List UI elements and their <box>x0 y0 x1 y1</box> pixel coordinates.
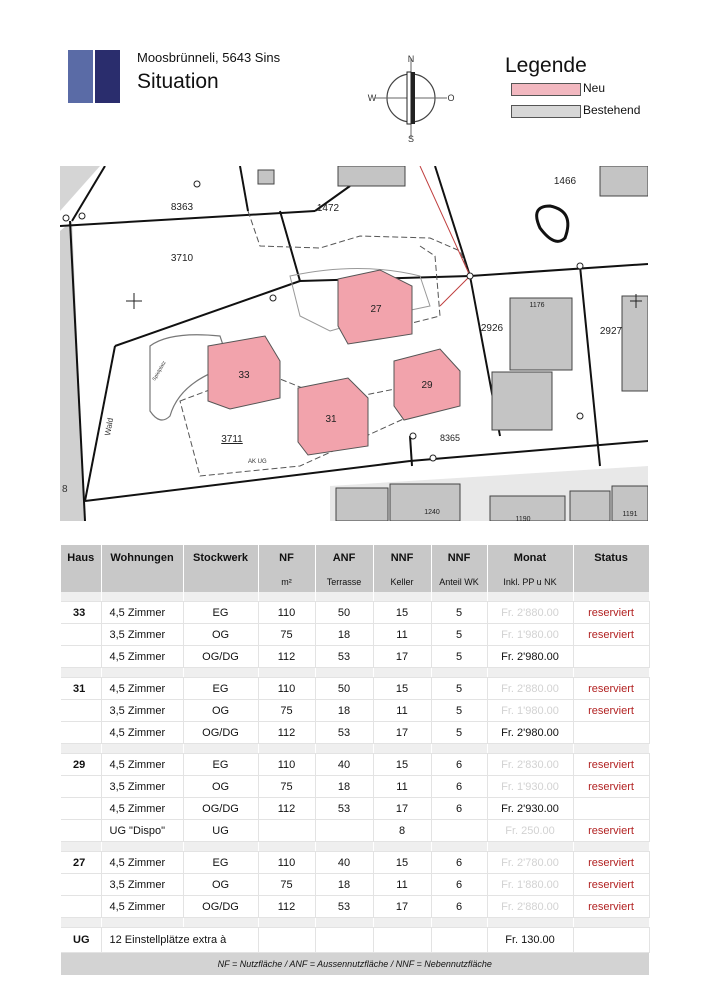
cell-empty <box>258 928 315 953</box>
col-header: Status <box>573 545 649 571</box>
cell-status <box>573 798 649 820</box>
spacer-cell <box>431 592 487 602</box>
col-header: Wohnungen <box>101 545 183 571</box>
cell-stockwerk: EG <box>183 852 258 874</box>
cell-nnf-wk: 5 <box>431 624 487 646</box>
spacer-cell <box>573 592 649 602</box>
legend-title: Legende <box>505 54 587 77</box>
spacer-cell <box>315 592 373 602</box>
table-subheader-row <box>61 571 649 592</box>
cell-monat: Fr. 2'880.00 <box>487 602 573 624</box>
cell-anf: 18 <box>315 624 373 646</box>
table-row <box>61 896 649 918</box>
building-label-1191: 1191 <box>622 511 638 518</box>
spacer-cell <box>183 842 258 852</box>
col-subheader <box>573 571 649 592</box>
col-subheader: m² <box>258 571 315 592</box>
spacer-cell <box>258 842 315 852</box>
cell-status: reserviert <box>573 602 649 624</box>
spacer-cell <box>61 668 101 678</box>
parcel-8363: 8363 <box>170 202 194 213</box>
spacer-cell <box>101 842 183 852</box>
cell-haus <box>61 874 101 896</box>
spacer-cell <box>183 918 258 928</box>
cell-monat: Fr. 1'930.00 <box>487 776 573 798</box>
table-footer-row <box>61 953 649 976</box>
spacer-row <box>61 842 649 852</box>
cell-haus: 27 <box>61 852 101 874</box>
col-subheader: Anteil WK <box>431 571 487 592</box>
spacer-cell <box>61 842 101 852</box>
label-akug: AK UG <box>248 459 267 465</box>
spacer-cell <box>373 918 431 928</box>
spacer-cell <box>573 918 649 928</box>
cell-nf: 110 <box>258 754 315 776</box>
cell-nf: 112 <box>258 646 315 668</box>
spacer-cell <box>573 668 649 678</box>
cell-wohnungen: 3,5 Zimmer <box>101 700 183 722</box>
parcel-2926: 2926 <box>480 323 504 334</box>
cell-nnf-wk: 5 <box>431 602 487 624</box>
col-header: NNF <box>373 545 431 571</box>
table-row <box>61 852 649 874</box>
cell-status: reserviert <box>573 754 649 776</box>
col-subheader: Keller <box>373 571 431 592</box>
spacer-row <box>61 744 649 754</box>
col-subheader: Inkl. PP u NK <box>487 571 573 592</box>
address-text: Moosbrünneli, 5643 Sins <box>137 50 281 65</box>
col-header: NF <box>258 545 315 571</box>
building-label-1240: 1240 <box>424 509 440 516</box>
cell-haus <box>61 646 101 668</box>
spacer-cell <box>487 918 573 928</box>
cell-anf: 53 <box>315 896 373 918</box>
cell-nnf-keller: 15 <box>373 678 431 700</box>
cell-wohnungen: 3,5 Zimmer <box>101 874 183 896</box>
legend-swatch-neu <box>511 83 581 96</box>
parcel-1466: 1466 <box>553 176 577 187</box>
spacer-cell <box>183 668 258 678</box>
cell-monat: Fr. 2'980.00 <box>487 722 573 744</box>
cell-haus <box>61 820 101 842</box>
cell-nnf-keller: 11 <box>373 874 431 896</box>
cell-haus <box>61 722 101 744</box>
house-label-27: 27 <box>370 304 382 315</box>
logo-block-light <box>68 50 93 103</box>
cell-nf: 75 <box>258 776 315 798</box>
cell-nf: 112 <box>258 722 315 744</box>
spacer-cell <box>258 592 315 602</box>
spacer-cell <box>258 744 315 754</box>
spacer-cell <box>315 918 373 928</box>
house-label-33: 33 <box>238 370 250 381</box>
building-label-1176: 1176 <box>529 302 545 309</box>
table-row <box>61 678 649 700</box>
parcel-3710: 3710 <box>170 253 194 264</box>
legend-swatch-bestehend <box>511 105 581 118</box>
cell-wohnungen: 4,5 Zimmer <box>101 798 183 820</box>
cell-wohnungen: 4,5 Zimmer <box>101 678 183 700</box>
compass-icon <box>365 52 457 144</box>
spacer-cell <box>61 918 101 928</box>
cell-anf: 50 <box>315 602 373 624</box>
cell-stockwerk: EG <box>183 754 258 776</box>
table-row <box>61 700 649 722</box>
cell-haus <box>61 776 101 798</box>
cell-monat: Fr. 2'880.00 <box>487 896 573 918</box>
spacer-cell <box>373 842 431 852</box>
spacer-cell <box>487 744 573 754</box>
spacer-row <box>61 668 649 678</box>
col-header: Stockwerk <box>183 545 258 571</box>
cell-nnf-keller: 15 <box>373 754 431 776</box>
table-row <box>61 798 649 820</box>
cell-nnf-wk: 6 <box>431 852 487 874</box>
cell-monat: Fr. 130.00 <box>487 928 573 953</box>
cell-nnf-wk: 6 <box>431 776 487 798</box>
page-title: Situation <box>137 70 219 93</box>
cell-empty <box>315 928 373 953</box>
cell-haus <box>61 896 101 918</box>
cell-haus: 31 <box>61 678 101 700</box>
cell-anf: 50 <box>315 678 373 700</box>
cell-nf: 110 <box>258 678 315 700</box>
cell-monat: Fr. 2'880.00 <box>487 678 573 700</box>
table-row <box>61 820 649 842</box>
cell-status: reserviert <box>573 700 649 722</box>
cell-wohnungen: 4,5 Zimmer <box>101 722 183 744</box>
cell-wohnungen: 3,5 Zimmer <box>101 624 183 646</box>
cell-monat: Fr. 2'780.00 <box>487 852 573 874</box>
col-header: ANF <box>315 545 373 571</box>
cell-wohnungen: 4,5 Zimmer <box>101 646 183 668</box>
spacer-cell <box>431 668 487 678</box>
cell-nf: 110 <box>258 852 315 874</box>
cell-stockwerk: OG/DG <box>183 798 258 820</box>
compass-n: N <box>407 54 415 64</box>
cell-monat: Fr. 1'880.00 <box>487 874 573 896</box>
cell-status <box>573 646 649 668</box>
spacer-cell <box>315 744 373 754</box>
spacer-cell <box>431 744 487 754</box>
table-header-row <box>61 545 649 571</box>
spacer-cell <box>431 918 487 928</box>
cell-nf: 75 <box>258 874 315 896</box>
spacer-cell <box>61 592 101 602</box>
table-row <box>61 722 649 744</box>
table-row <box>61 874 649 896</box>
cell-status: reserviert <box>573 624 649 646</box>
cell-monat: Fr. 250.00 <box>487 820 573 842</box>
parcel-1472: 1472 <box>316 203 340 214</box>
spacer-cell <box>101 744 183 754</box>
spacer-cell <box>315 668 373 678</box>
footer-note: NF = Nutzfläche / ANF = Aussennutzfläche / NNF = Nebennutzfläche <box>61 953 649 976</box>
cell-status <box>573 722 649 744</box>
cell-nf <box>258 820 315 842</box>
col-header: Monat <box>487 545 573 571</box>
spacer-cell <box>487 842 573 852</box>
cell-stockwerk: OG <box>183 624 258 646</box>
cell-nnf-wk: 5 <box>431 646 487 668</box>
cell-status: reserviert <box>573 776 649 798</box>
spacer-cell <box>573 744 649 754</box>
col-subheader <box>101 571 183 592</box>
cell-wohnungen: 3,5 Zimmer <box>101 776 183 798</box>
cell-nnf-keller: 11 <box>373 700 431 722</box>
cell-nnf-keller: 17 <box>373 646 431 668</box>
cell-monat: Fr. 2'930.00 <box>487 798 573 820</box>
cell-status: reserviert <box>573 820 649 842</box>
cell-nnf-keller: 11 <box>373 624 431 646</box>
legend-label-neu: Neu <box>583 81 606 95</box>
cell-status: reserviert <box>573 852 649 874</box>
cell-anf: 53 <box>315 646 373 668</box>
cell-anf: 40 <box>315 852 373 874</box>
legend-label-bestehend: Bestehend <box>583 103 641 117</box>
cell-anf: 53 <box>315 722 373 744</box>
table-row <box>61 624 649 646</box>
table-row <box>61 754 649 776</box>
logo-block-dark <box>95 50 120 103</box>
spacer-cell <box>487 668 573 678</box>
cell-nnf-keller: 8 <box>373 820 431 842</box>
cell-nf: 112 <box>258 798 315 820</box>
cell-nf: 75 <box>258 700 315 722</box>
spacer-cell <box>373 592 431 602</box>
parcel-2927: 2927 <box>599 326 623 337</box>
cell-wohnungen: 4,5 Zimmer <box>101 896 183 918</box>
col-header: Haus <box>61 545 101 571</box>
spacer-cell <box>101 592 183 602</box>
house-label-29: 29 <box>421 380 433 391</box>
cell-nf: 110 <box>258 602 315 624</box>
cell-anf: 18 <box>315 776 373 798</box>
spacer-cell <box>373 668 431 678</box>
col-header: NNF <box>431 545 487 571</box>
building-label-1190: 1190 <box>515 516 531 521</box>
cell-wohnungen: 4,5 Zimmer <box>101 602 183 624</box>
cell-haus: 33 <box>61 602 101 624</box>
cell-status: reserviert <box>573 896 649 918</box>
cell-nnf-keller: 15 <box>373 852 431 874</box>
cell-haus <box>61 798 101 820</box>
spacer-row <box>61 918 649 928</box>
cell-stockwerk: OG <box>183 874 258 896</box>
road-topleft <box>60 166 100 211</box>
compass-w: W <box>367 93 377 103</box>
cell-anf: 18 <box>315 700 373 722</box>
cell-wohnungen: 4,5 Zimmer <box>101 754 183 776</box>
cell-nnf-keller: 17 <box>373 722 431 744</box>
cell-status <box>573 928 649 953</box>
site-plan-map <box>60 166 648 521</box>
parcel-8365: 8365 <box>439 433 461 443</box>
cell-wohnungen: 4,5 Zimmer <box>101 852 183 874</box>
table-row <box>61 602 649 624</box>
cell-empty <box>431 928 487 953</box>
table-row <box>61 646 649 668</box>
cell-monat: Fr. 2'830.00 <box>487 754 573 776</box>
cell-nnf-wk: 5 <box>431 722 487 744</box>
cell-stockwerk: EG <box>183 602 258 624</box>
spacer-row <box>61 592 649 602</box>
cell-nnf-wk: 6 <box>431 798 487 820</box>
house-label-31: 31 <box>325 414 337 425</box>
cell-haus <box>61 700 101 722</box>
spacer-cell <box>101 668 183 678</box>
cell-monat: Fr. 1'980.00 <box>487 624 573 646</box>
cell-nnf-wk: 6 <box>431 754 487 776</box>
cell-nnf-wk: 6 <box>431 896 487 918</box>
cell-wohnungen: UG "Dispo" <box>101 820 183 842</box>
compass-s: S <box>407 134 415 144</box>
cell-stockwerk: OG <box>183 700 258 722</box>
cell-nnf-wk: 5 <box>431 678 487 700</box>
cell-nf: 75 <box>258 624 315 646</box>
cell-ug-text: 12 Einstellplätze extra à <box>101 928 258 953</box>
cell-stockwerk: OG/DG <box>183 646 258 668</box>
cell-haus <box>61 624 101 646</box>
cell-anf: 53 <box>315 798 373 820</box>
cell-stockwerk: OG <box>183 776 258 798</box>
cell-monat: Fr. 2'980.00 <box>487 646 573 668</box>
spacer-cell <box>487 592 573 602</box>
cell-nnf-wk <box>431 820 487 842</box>
col-subheader: Terrasse <box>315 571 373 592</box>
cell-haus: UG <box>61 928 101 953</box>
cell-nnf-keller: 15 <box>373 602 431 624</box>
spacer-cell <box>183 592 258 602</box>
label-wald: Wald <box>103 417 116 437</box>
compass-o: O <box>447 93 455 103</box>
table-row <box>61 776 649 798</box>
cell-status: reserviert <box>573 874 649 896</box>
label-spielplatz: Spielplatz <box>151 360 168 382</box>
cell-stockwerk: EG <box>183 678 258 700</box>
parcel-3711: 3711 <box>221 434 243 445</box>
cell-anf: 40 <box>315 754 373 776</box>
cell-status: reserviert <box>573 678 649 700</box>
spacer-cell <box>573 842 649 852</box>
label-edge-8: 8 <box>62 484 68 495</box>
spacer-cell <box>373 744 431 754</box>
spacer-cell <box>183 744 258 754</box>
cell-nnf-keller: 17 <box>373 798 431 820</box>
cell-nnf-wk: 5 <box>431 700 487 722</box>
spacer-cell <box>431 842 487 852</box>
cell-nf: 112 <box>258 896 315 918</box>
cell-stockwerk: OG/DG <box>183 896 258 918</box>
cell-nnf-keller: 17 <box>373 896 431 918</box>
cell-stockwerk: UG <box>183 820 258 842</box>
col-subheader <box>61 571 101 592</box>
spacer-cell <box>315 842 373 852</box>
apartment-table <box>61 545 650 975</box>
cell-anf <box>315 820 373 842</box>
cell-stockwerk: OG/DG <box>183 722 258 744</box>
spacer-cell <box>258 918 315 928</box>
spacer-cell <box>61 744 101 754</box>
cell-monat: Fr. 1'980.00 <box>487 700 573 722</box>
col-subheader <box>183 571 258 592</box>
cell-haus: 29 <box>61 754 101 776</box>
table-row-ug <box>61 928 649 953</box>
cell-nnf-wk: 6 <box>431 874 487 896</box>
cell-empty <box>373 928 431 953</box>
cell-nnf-keller: 11 <box>373 776 431 798</box>
spacer-cell <box>101 918 183 928</box>
spacer-cell <box>258 668 315 678</box>
cell-anf: 18 <box>315 874 373 896</box>
